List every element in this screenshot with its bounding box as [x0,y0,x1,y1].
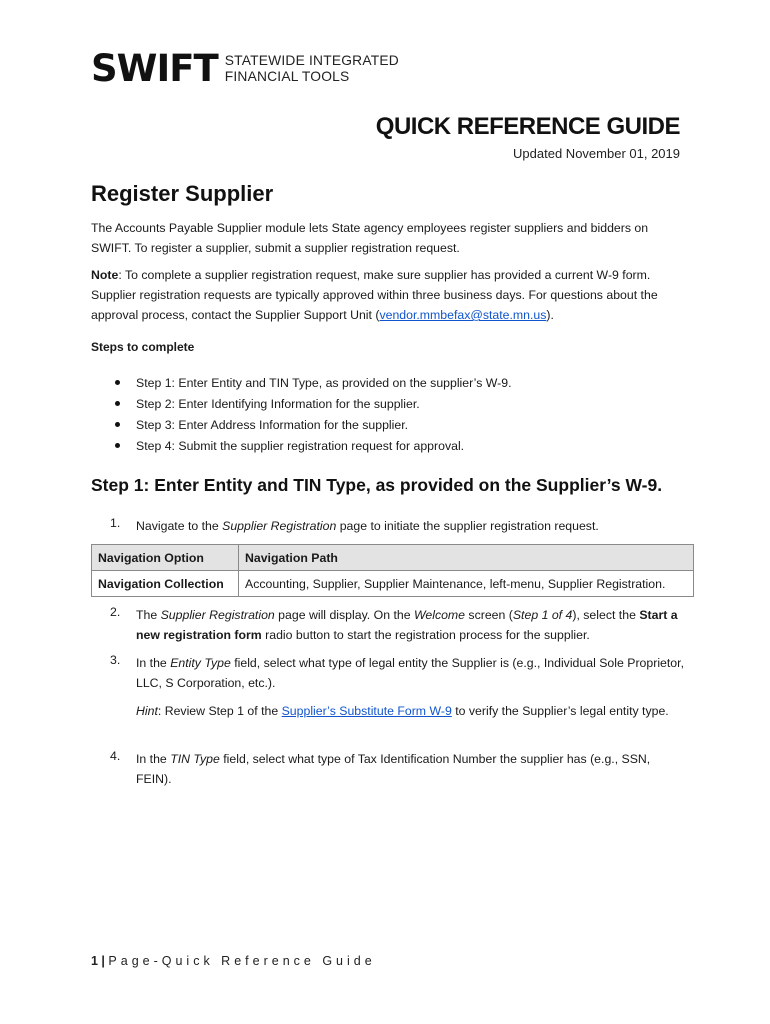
item-4-number: 4. [110,749,121,763]
item-2-b: Supplier Registration [160,608,275,622]
document-title: QUICK REFERENCE GUIDE [375,113,680,140]
list-item: Step 3: Enter Address Information for the supplier. [91,415,512,436]
footer-text: Page-Quick Reference Guide [108,954,376,968]
item-2-c: page will display. On the [274,608,414,622]
intro-paragraph: The Accounts Payable Supplier module lets State agency employees register suppliers and bidders on SWIFT. To register a supplier, submit a supplier registration request. [91,221,649,255]
table-header: Navigation Path [239,545,694,571]
list-item: Step 4: Submit the supplier registration request for approval. [91,436,512,457]
swift-logo [91,47,399,90]
updated-date: Updated November 01, 2019 [513,146,680,161]
note-end: ). [546,308,554,322]
item-4-b: TIN Type [170,752,220,766]
item-2-e: screen ( [465,608,513,622]
item-2-text [136,605,686,645]
item-1-b: Supplier Registration [222,519,337,533]
item-2-g: ), select the [572,608,640,622]
hint-a: : Review Step 1 of the [157,704,282,718]
item-4-a: In the [136,752,171,766]
logo-line-1: STATEWIDE INTEGRATED [224,52,399,68]
item-4-text [136,749,686,789]
item-2-i: radio button to start the registration process for the supplier. [261,628,590,642]
logo-text [225,53,399,85]
item-2-a: The [136,608,161,622]
steps-list [91,373,512,457]
logo-line-2: FINANCIAL TOOLS [224,68,350,84]
logo-mark: SWIFT [91,47,218,90]
item-2-h: Start a new registration form [136,608,678,642]
hint-label: Hint [136,704,158,718]
hint-b: to verify the Supplier’s legal entity type. [451,704,669,718]
list-item: Step 1: Enter Entity and TIN Type, as provided on the supplier’s W-9. [91,373,512,394]
item-4-c: field, select what type of Tax Identification Number the supplier has (e.g., SSN, FEIN). [136,752,651,786]
item-3-b: Entity Type [170,656,231,670]
item-3-number: 3. [110,653,121,667]
note-text: : To complete a supplier registration request, make sure supplier has provided a current W-9 form. Supplier registration requests are typically approved within three business days. For questions about the approval process, contact the Supplier Support Unit ( [91,268,658,322]
item-2-d: Welcome [413,608,466,622]
table-header: Navigation Option [92,545,239,571]
support-email-link[interactable]: vendor.mmbefax@state.mn.us [379,308,547,322]
item-2-f: Step 1 of 4 [512,608,573,622]
table-cell: Navigation Collection [92,571,239,597]
item-1-a: Navigate to the [136,519,223,533]
steps-heading: Steps to complete [91,340,195,354]
note-paragraph [91,265,691,325]
item-3-text [136,653,686,693]
footer-separator: | [97,954,109,968]
item-1-number: 1. [110,516,121,530]
page-footer [91,954,376,968]
note-label: Note [91,268,119,282]
table-header-row [92,545,694,571]
item-3-c: field, select what type of legal entity the Supplier is (e.g., Individual Sole Proprietor, LLC, S Corporation, etc.). [136,656,684,690]
item-2-number: 2. [110,605,121,619]
item-3-a: In the [136,656,171,670]
section-title: Register Supplier [91,181,274,206]
hint-paragraph [136,701,686,721]
item-1-text [136,516,686,536]
list-item: Step 2: Enter Identifying Information for the supplier. [91,394,512,415]
table-cell: Accounting, Supplier, Supplier Maintenance, left-menu, Supplier Registration. [239,571,694,597]
table-row [92,571,694,597]
page-number: 1 [91,954,98,968]
w9-form-link[interactable]: Supplier’s Substitute Form W-9 [281,704,452,718]
navigation-table [91,544,694,597]
step1-heading: Step 1: Enter Entity and TIN Type, as provided on the Supplier’s W-9. [91,475,663,495]
item-1-c: page to initiate the supplier registration request. [336,519,599,533]
